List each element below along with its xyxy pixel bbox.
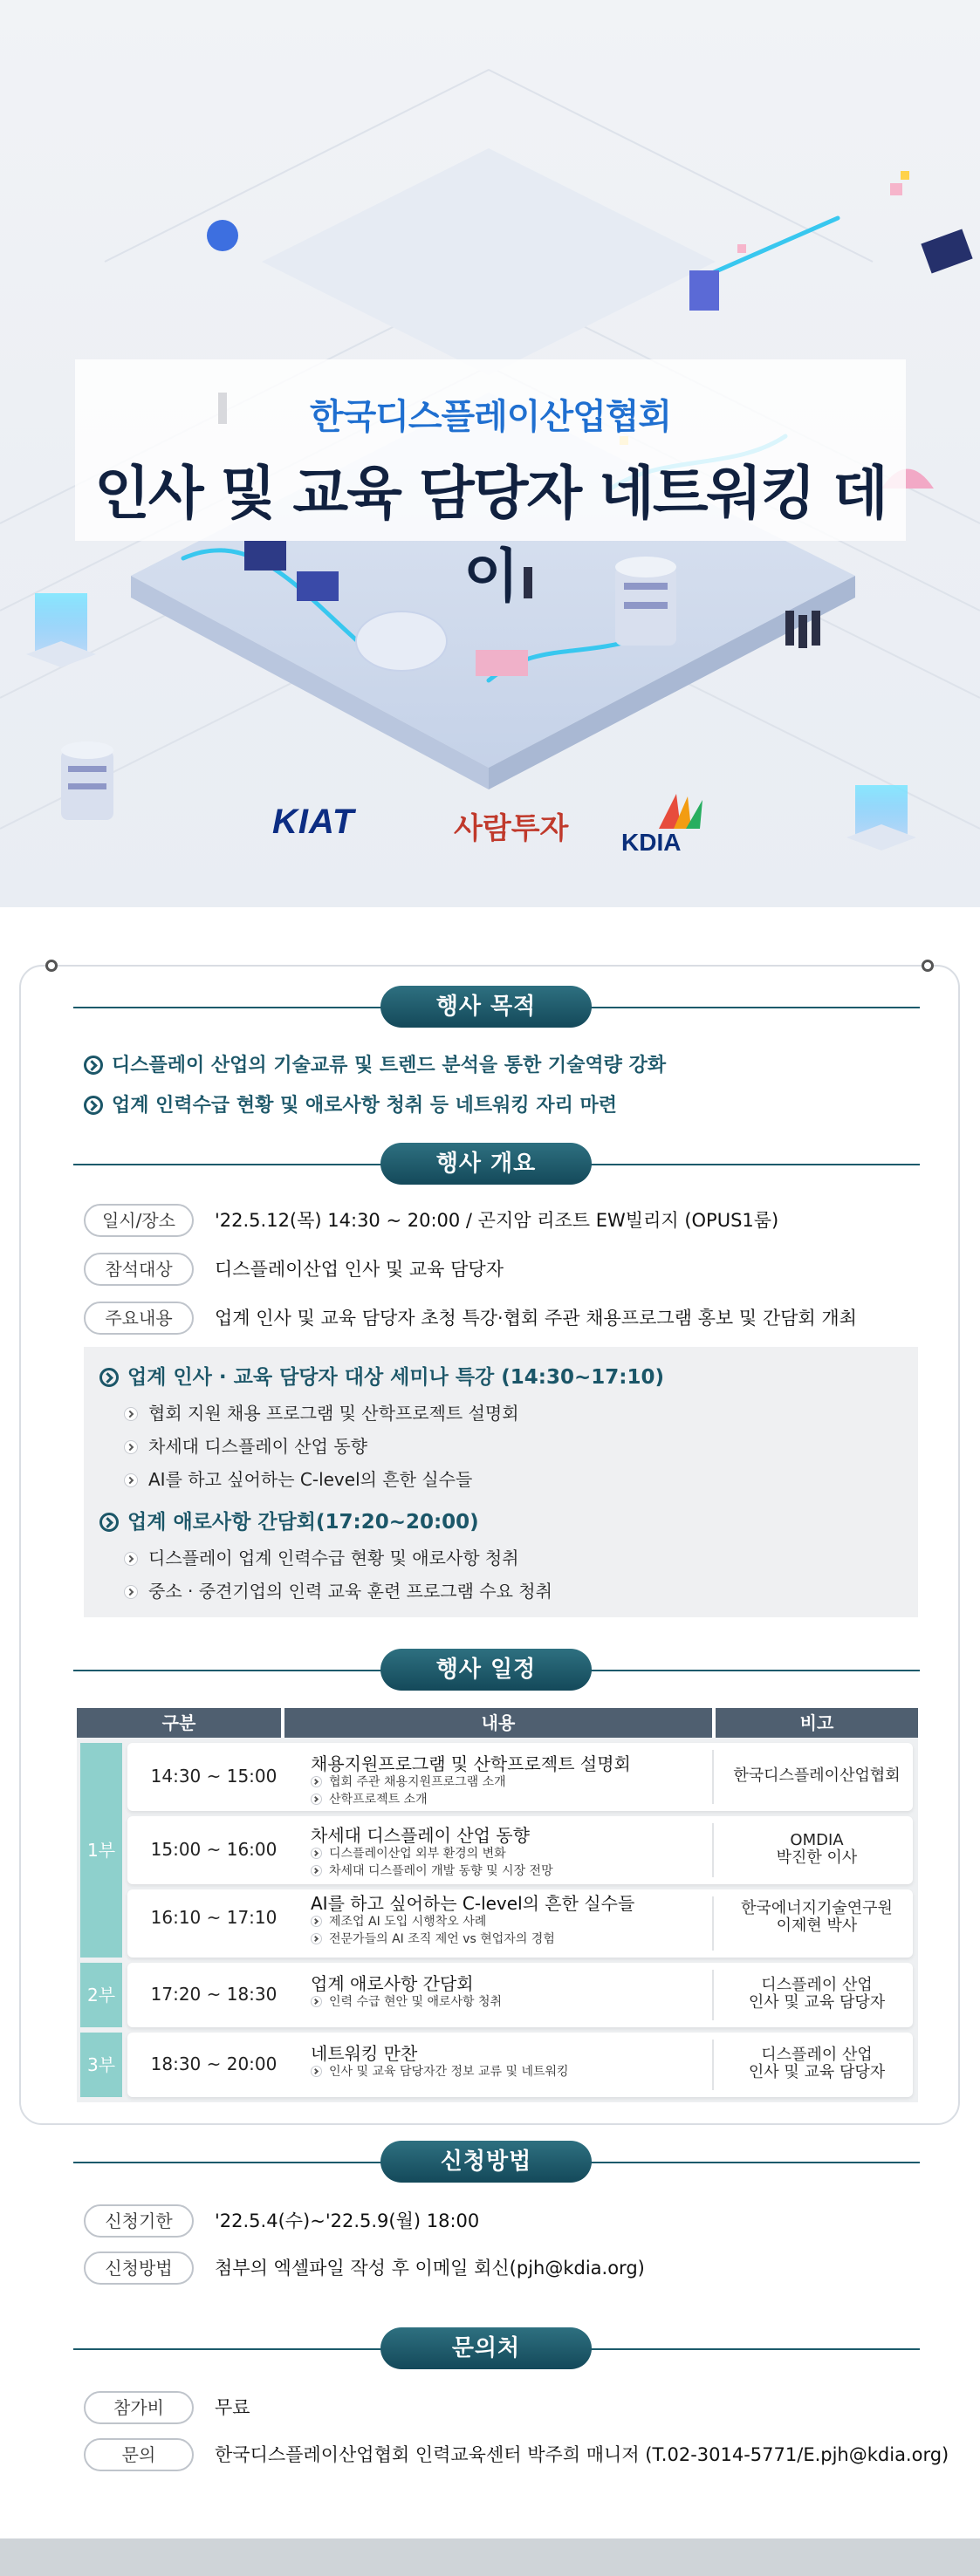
pin-icon bbox=[922, 960, 934, 972]
kiat-logo: KIAT bbox=[272, 803, 355, 841]
arrow-circle-icon bbox=[99, 1368, 119, 1387]
column-divider bbox=[712, 1750, 714, 1804]
column-divider bbox=[712, 1896, 714, 1951]
session-detail: 인사 및 교육 담당자간 정보 교류 및 네트워킹 bbox=[311, 2062, 569, 2080]
chevron-right-icon bbox=[311, 1996, 322, 2007]
chevron-right-icon bbox=[311, 1865, 322, 1876]
value-method: 첨부의 엑셀파일 작성 후 이메일 회신(pjh@kdia.org) bbox=[215, 2258, 645, 2279]
purpose-item: 업계 인력수급 현황 및 애로사항 청취 등 네트워킹 자리 마련 bbox=[84, 1090, 617, 1117]
value-inquiry: 한국디스플레이산업협회 인력교육센터 박주희 매니저 (T.02-3014-5771/E.pjh@kdia.org) bbox=[215, 2444, 949, 2465]
part-cell: 3부 bbox=[80, 2033, 122, 2097]
column-divider bbox=[712, 2040, 714, 2090]
session-title: 업계 애로사항 간담회 bbox=[311, 1973, 474, 1994]
label-deadline: 신청기한 bbox=[84, 2204, 194, 2238]
chevron-right-icon bbox=[311, 1848, 322, 1859]
program-item: AI를 하고 싶어하는 C-level의 흔한 실수들 bbox=[124, 1466, 472, 1491]
session-detail: 전문가들의 AI 조직 제언 vs 현업자의 경험 bbox=[311, 1930, 555, 1947]
table-header-division: 구분 bbox=[77, 1708, 281, 1738]
chevron-right-icon bbox=[311, 1794, 322, 1805]
value-deadline: '22.5.4(수)~'22.5.9(월) 18:00 bbox=[215, 2210, 480, 2231]
value-datetime: '22.5.12(목) 14:30 ~ 20:00 / 곤지암 리조트 EW빌리지 (OPUS1룸) bbox=[215, 1210, 779, 1231]
session-time: 18:30 ~ 20:00 bbox=[150, 2053, 278, 2074]
session-time: 16:10 ~ 17:10 bbox=[150, 1907, 278, 1928]
hero-banner bbox=[0, 0, 980, 907]
part-cell: 2부 bbox=[80, 1963, 122, 2027]
section-heading-apply: 신청방법 bbox=[380, 2141, 592, 2183]
column-divider bbox=[712, 1823, 714, 1877]
session-detail: 차세대 디스플레이 개발 동향 및 시장 전망 bbox=[311, 1862, 553, 1879]
purpose-item: 디스플레이 산업의 기술교류 및 트렌드 분석을 통한 기술역량 강화 bbox=[84, 1050, 666, 1077]
session-speaker: 디스플레이 산업 인사 및 교육 담당자 bbox=[748, 2046, 886, 2081]
chevron-right-icon bbox=[124, 1473, 138, 1487]
label-inquiry: 문의 bbox=[84, 2438, 194, 2471]
pin-icon bbox=[45, 960, 58, 972]
program-item: 디스플레이 업계 인력수급 현황 및 애로사항 청취 bbox=[124, 1544, 519, 1569]
session-title: 네트워킹 만찬 bbox=[311, 2043, 418, 2064]
section-heading-overview: 행사 개요 bbox=[380, 1143, 592, 1185]
title-band bbox=[75, 359, 906, 610]
organizer-title: 한국디스플레이산업협회 bbox=[309, 397, 672, 437]
table-header-note: 비고 bbox=[716, 1708, 918, 1738]
arrow-circle-icon bbox=[84, 1096, 103, 1115]
section-heading-schedule: 행사 일정 bbox=[380, 1649, 592, 1691]
session-speaker: 한국디스플레이산업협회 bbox=[733, 1766, 901, 1785]
session-detail: 협회 주관 채용지원프로그램 소개 bbox=[311, 1773, 506, 1790]
arrow-circle-icon bbox=[99, 1513, 119, 1532]
program-group-title: 업계 인사 · 교육 담당자 대상 세미나 특강 (14:30~17:10) bbox=[99, 1361, 664, 1390]
session-title: 차세대 디스플레이 산업 동향 bbox=[311, 1825, 530, 1846]
chevron-right-icon bbox=[311, 1933, 322, 1944]
session-title: 채용지원프로그램 및 산학프로젝트 설명회 bbox=[311, 1753, 631, 1774]
program-item: 중소 · 중견기업의 인력 교육 훈련 프로그램 수요 청취 bbox=[124, 1577, 552, 1602]
value-content: 업계 인사 및 교육 담당자 초청 특강·협회 주관 채용프로그램 홍보 및 간담회 개최 bbox=[215, 1308, 857, 1329]
part-cell: 1부 bbox=[80, 1743, 122, 1958]
footer-bar bbox=[0, 2538, 980, 2576]
session-speaker: 한국에너지기술연구원 이제현 박사 bbox=[741, 1899, 893, 1935]
label-method: 신청방법 bbox=[84, 2251, 194, 2285]
session-time: 17:20 ~ 18:30 bbox=[150, 1984, 278, 2005]
program-group-title: 업계 애로사항 간담회(17:20~20:00) bbox=[99, 1506, 479, 1534]
section-heading-contact: 문의처 bbox=[380, 2327, 592, 2369]
chevron-right-icon bbox=[311, 1776, 322, 1787]
session-detail: 디스플레이산업 외부 환경의 변화 bbox=[311, 1844, 506, 1862]
kdia-emblem-icon bbox=[654, 789, 707, 833]
label-audience: 참석대상 bbox=[84, 1253, 194, 1286]
arrow-circle-icon bbox=[84, 1056, 103, 1075]
session-time: 15:00 ~ 16:00 bbox=[150, 1839, 278, 1860]
chevron-right-icon bbox=[311, 1916, 322, 1927]
value-fee: 무료 bbox=[215, 2397, 250, 2418]
chevron-right-icon bbox=[311, 2066, 322, 2077]
session-detail: 산학프로젝트 소개 bbox=[311, 1790, 428, 1807]
label-datetime: 일시/장소 bbox=[84, 1204, 194, 1237]
chevron-right-icon bbox=[124, 1440, 138, 1454]
chevron-right-icon bbox=[124, 1407, 138, 1421]
session-detail: 인력 수급 현안 및 애로사항 청취 bbox=[311, 1992, 502, 2010]
column-divider bbox=[712, 1970, 714, 2020]
program-summary-box bbox=[84, 1347, 918, 1617]
session-time: 14:30 ~ 15:00 bbox=[150, 1766, 278, 1787]
session-title: AI를 하고 싶어하는 C-level의 흔한 실수들 bbox=[311, 1893, 635, 1914]
chevron-right-icon bbox=[124, 1585, 138, 1599]
section-heading-purpose: 행사 목적 bbox=[380, 986, 592, 1028]
kdia-logo: KDIA bbox=[621, 829, 682, 856]
session-speaker: 디스플레이 산업 인사 및 교육 담당자 bbox=[748, 1976, 886, 2012]
value-audience: 디스플레이산업 인사 및 교육 담당자 bbox=[215, 1259, 504, 1280]
chevron-right-icon bbox=[124, 1552, 138, 1566]
label-fee: 참가비 bbox=[84, 2391, 194, 2424]
label-content: 주요내용 bbox=[84, 1302, 194, 1335]
table-header-content: 내용 bbox=[284, 1708, 712, 1738]
program-item: 차세대 디스플레이 산업 동향 bbox=[124, 1432, 367, 1458]
session-detail: 제조업 AI 도입 시행착오 사례 bbox=[311, 1912, 486, 1930]
saram-tuja-logo: 사람투자 bbox=[454, 812, 569, 845]
session-speaker: OMDIA 박진한 이사 bbox=[776, 1831, 858, 1867]
event-title: 인사 및 교육 담당자 네트워킹 데이 bbox=[94, 460, 887, 610]
program-item: 협회 지원 채용 프로그램 및 산학프로젝트 설명회 bbox=[124, 1399, 519, 1425]
